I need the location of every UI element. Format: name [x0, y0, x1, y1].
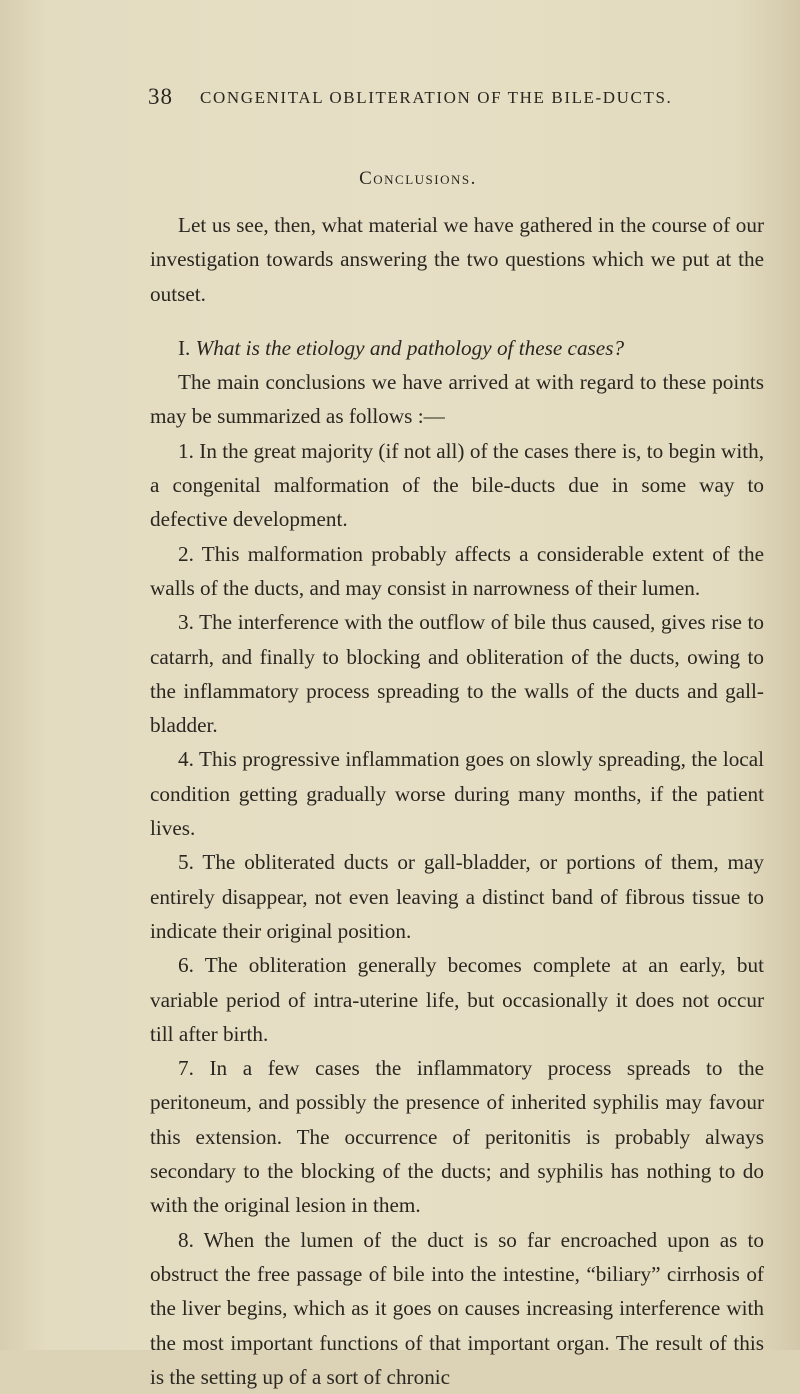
page-number: 38 — [148, 84, 173, 109]
section-title: Conclusions. — [359, 168, 477, 189]
question-text: What is the etiology and pathology of these cases? — [195, 335, 625, 360]
conclusion-point-5: 5. The obliterated ducts or gall-bladder, or portions of them, may entirely disappear, not even leaving a distinct band of fibrous tissue to indicate their original position. — [150, 850, 764, 943]
conclusion-point-7: 7. In a few cases the inflammatory process spreads to the peritoneum, and possibly the presence of inherited syphilis may favour this extension. The occurrence of peritonitis is probably always secondary to the blocking of the ducts; and syphilis has nothing to do with the original lesion in them. — [150, 1056, 764, 1218]
conclusion-point-8: 8. When the lumen of the duct is so far encroached upon as to obstruct the free passage of bile into the intestine, “biliary” cirrhosis of the liver begins, which as it goes on causes increasing interference with the most important functions of that important organ. The result of this is the setting up of a sort of chronic — [150, 1227, 764, 1389]
body-text — [150, 208, 764, 1394]
conclusion-point-2: 2. This malformation probably affects a considerable extent of the walls of the ducts, and may consist in narrowness of their lumen. — [150, 541, 764, 600]
question-heading — [150, 331, 764, 365]
question-number: I. — [178, 335, 191, 360]
running-head: CONGENITAL OBLITERATION OF THE BILE-DUCTS. — [200, 88, 673, 107]
page-header — [0, 84, 800, 114]
summary-lead: The main conclusions we have arrived at with regard to these points may be summarized as follows :— — [150, 370, 764, 429]
conclusion-point-6: 6. The obliteration generally becomes complete at an early, but variable period of intra-uterine life, but occasionally it does not occur till after birth. — [150, 953, 764, 1046]
conclusion-point-3: 3. The interference with the outflow of bile thus caused, gives rise to catarrh, and finally to blocking and obliteration of the ducts, owing to the inflammatory process spreading to the walls of the ducts and gall-bladder. — [150, 610, 764, 738]
conclusion-point-4: 4. This progressive inflammation goes on slowly spreading, the local condition getting gradually worse during many months, if the patient lives. — [150, 747, 764, 841]
intro-paragraph: Let us see, then, what material we have gathered in the course of our investigation towards answering the two questions which we put at the outset. — [150, 213, 764, 306]
conclusion-point-1: 1. In the great majority (if not all) of the cases there is, to begin with, a congenital malformation of the bile-ducts due in some way to defective development. — [150, 438, 764, 532]
